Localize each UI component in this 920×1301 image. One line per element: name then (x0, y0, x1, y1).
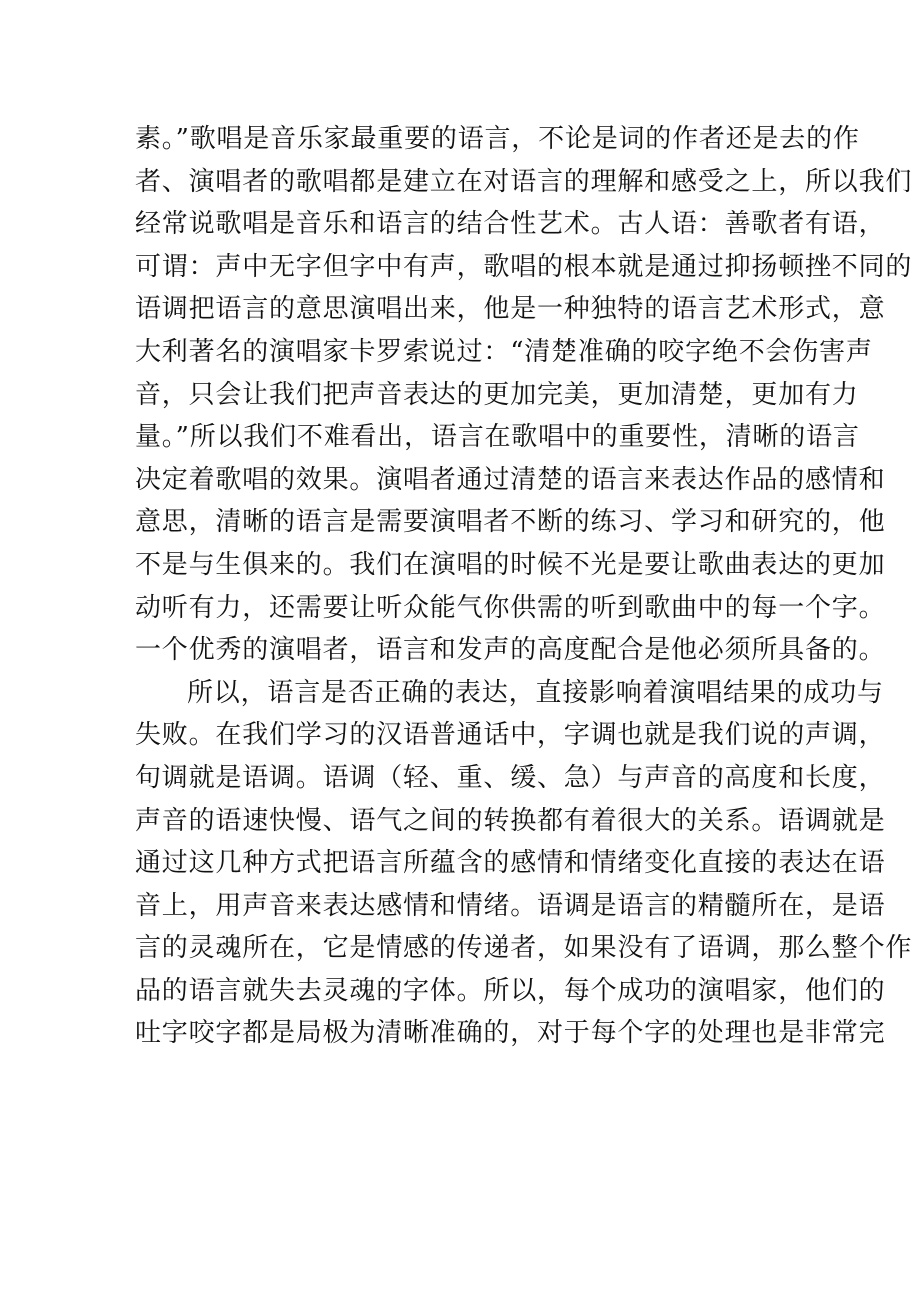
text-line: 言的灵魂所在，它是情感的传递者，如果没有了语调，那么整个作 (135, 933, 913, 964)
text-line: 经常说歌唱是音乐和语言的结合性艺术。古人语：善歌者有语， (135, 209, 886, 240)
text-line: 决定着歌唱的效果。演唱者通过清楚的语言来表达作品的感情和 (135, 464, 886, 495)
text-line: 素。”歌唱是音乐家最重要的语言，不论是词的作者还是去的作 (135, 124, 860, 154)
text-line: 语调把语言的意思演唱出来，他是一种独特的语言艺术形式，意 (135, 294, 886, 325)
text-line: 吐字咬字都是局极为清晰准确的，对于每个字的处理也是非常完 (135, 1018, 886, 1049)
text-line: 动听有力，还需要让听众能气你供需的听到歌曲中的每一个字。 (135, 592, 886, 623)
text-line: 声音的语速快慢、语气之间的转换都有着很大的关系。语调就是 (135, 805, 886, 836)
text-line: 失败。在我们学习的汉语普通话中，字调也就是我们说的声调， (135, 720, 886, 751)
text-line: 可谓：声中无字但字中有声，歌唱的根本就是通过抑扬顿挫不同的 (135, 251, 913, 282)
text-line: 不是与生俱来的。我们在演唱的时候不光是要让歌曲表达的更加 (135, 549, 886, 580)
text-line: 音，只会让我们把声音表达的更加完美，更加清楚，更加有力 (135, 379, 859, 410)
text-line: 大利著名的演唱家卡罗索说过：“清楚准确的咬字绝不会伤害声 (135, 336, 873, 367)
body-text (135, 118, 913, 1055)
text-line: 句调就是语调。语调（轻、重、缓、急）与声音的高度和长度， (135, 762, 886, 793)
paragraph-start-line: 所以，语言是否正确的表达，直接影响着演唱结果的成功与 (187, 677, 884, 708)
text-line: 意思，清晰的语言是需要演唱者不断的练习、学习和研究的，他 (135, 507, 886, 538)
text-line: 品的语言就失去灵魂的字体。所以，每个成功的演唱家，他们的 (135, 975, 886, 1006)
text-line: 通过这几种方式把语言所蕴含的感情和情绪变化直接的表达在语 (135, 848, 886, 879)
text-line: 一个优秀的演唱者，语言和发声的高度配合是他必须所具备的。 (135, 635, 886, 666)
text-line: 者、演唱者的歌唱都是建立在对语言的理解和感受之上，所以我们 (135, 166, 913, 197)
text-line: 音上，用声音来表达感情和情绪。语调是语言的精髓所在，是语 (135, 890, 886, 921)
text-line: 量。”所以我们不难看出，语言在歌唱中的重要性，清晰的语言 (135, 422, 860, 453)
